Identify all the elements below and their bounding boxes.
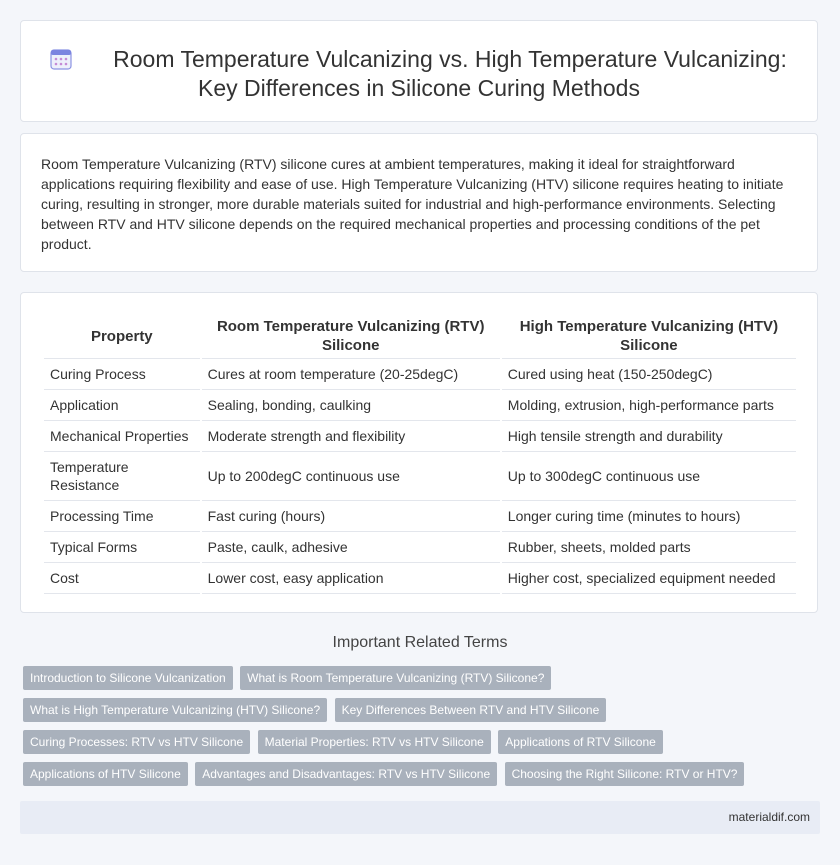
table-cell: Rubber, sheets, molded parts: [502, 532, 796, 563]
comparison-table-card: [20, 292, 818, 613]
comparison-table: [42, 315, 798, 594]
table-cell: Temperature Resistance: [44, 452, 200, 501]
table-cell: Cost: [44, 563, 200, 594]
related-term-link[interactable]: Advantages and Disadvantages: RTV vs HTV Silicone: [195, 762, 497, 786]
table-row: [44, 359, 796, 390]
table-row: [44, 501, 796, 532]
table-cell: Up to 200degC continuous use: [202, 452, 500, 501]
table-cell: Curing Process: [44, 359, 200, 390]
table-cell: Paste, caulk, adhesive: [202, 532, 500, 563]
table-cell: Mechanical Properties: [44, 421, 200, 452]
table-cell: Typical Forms: [44, 532, 200, 563]
table-cell: Higher cost, specialized equipment needed: [502, 563, 796, 594]
table-cell: Sealing, bonding, caulking: [202, 390, 500, 421]
table-cell: Up to 300degC continuous use: [502, 452, 796, 501]
page-title-line-1: Room Temperature Vulcanizing vs. High Temperature Vulcanizing:: [113, 46, 787, 72]
table-cell: Fast curing (hours): [202, 501, 500, 532]
intro-paragraph: Room Temperature Vulcanizing (RTV) silicone cures at ambient temperatures, making it ideal for straightforward applications requiring flexibility and ease of use. High Temperature Vulcanizing (HTV) silicone requires heating to initiate curing, resulting in stronger, more durable materials suited for industrial and high-performance environments. Selecting between RTV and HTV silicone depends on the required mechanical properties and processing conditions of the pet product.: [41, 156, 784, 252]
title-card: [20, 20, 818, 122]
table-cell: Molding, extrusion, high-performance parts: [502, 390, 796, 421]
column-header: Room Temperature Vulcanizing (RTV) Silicone: [202, 315, 500, 359]
table-cell: Lower cost, easy application: [202, 563, 500, 594]
table-cell: Moderate strength and flexibility: [202, 421, 500, 452]
table-row: [44, 563, 796, 594]
related-terms-list: [23, 666, 803, 794]
related-term-link[interactable]: What is Room Temperature Vulcanizing (RTV) Silicone?: [240, 666, 551, 690]
related-term-link[interactable]: Applications of HTV Silicone: [23, 762, 188, 786]
table-cell: Longer curing time (minutes to hours): [502, 501, 796, 532]
related-term-link[interactable]: Curing Processes: RTV vs HTV Silicone: [23, 730, 250, 754]
table-row: [44, 421, 796, 452]
related-term-link[interactable]: What is High Temperature Vulcanizing (HTV) Silicone?: [23, 698, 327, 722]
related-term-link[interactable]: Key Differences Between RTV and HTV Silicone: [335, 698, 607, 722]
table-cell: Cured using heat (150-250degC): [502, 359, 796, 390]
related-terms-heading: Important Related Terms: [332, 634, 508, 651]
table-row: [44, 390, 796, 421]
table-cell: Processing Time: [44, 501, 200, 532]
table-cell: High tensile strength and durability: [502, 421, 796, 452]
table-cell: Cures at room temperature (20-25degC): [202, 359, 500, 390]
table-cell: Application: [44, 390, 200, 421]
page-title: [21, 45, 817, 103]
related-term-link[interactable]: Choosing the Right Silicone: RTV or HTV?: [505, 762, 745, 786]
page-title-line-2: Key Differences in Silicone Curing Methods: [198, 75, 640, 101]
footer-site-link[interactable]: materialdif.com: [728, 810, 810, 824]
related-term-link[interactable]: Applications of RTV Silicone: [498, 730, 663, 754]
related-term-link[interactable]: Material Properties: RTV vs HTV Silicone: [258, 730, 491, 754]
table-row: [44, 452, 796, 501]
column-header: Property: [44, 315, 200, 359]
intro-card: [20, 133, 818, 272]
table-header-row: [44, 315, 796, 359]
column-header: High Temperature Vulcanizing (HTV) Silicone: [502, 315, 796, 359]
table-row: [44, 532, 796, 563]
related-term-link[interactable]: Introduction to Silicone Vulcanization: [23, 666, 233, 690]
footer: [20, 801, 820, 834]
